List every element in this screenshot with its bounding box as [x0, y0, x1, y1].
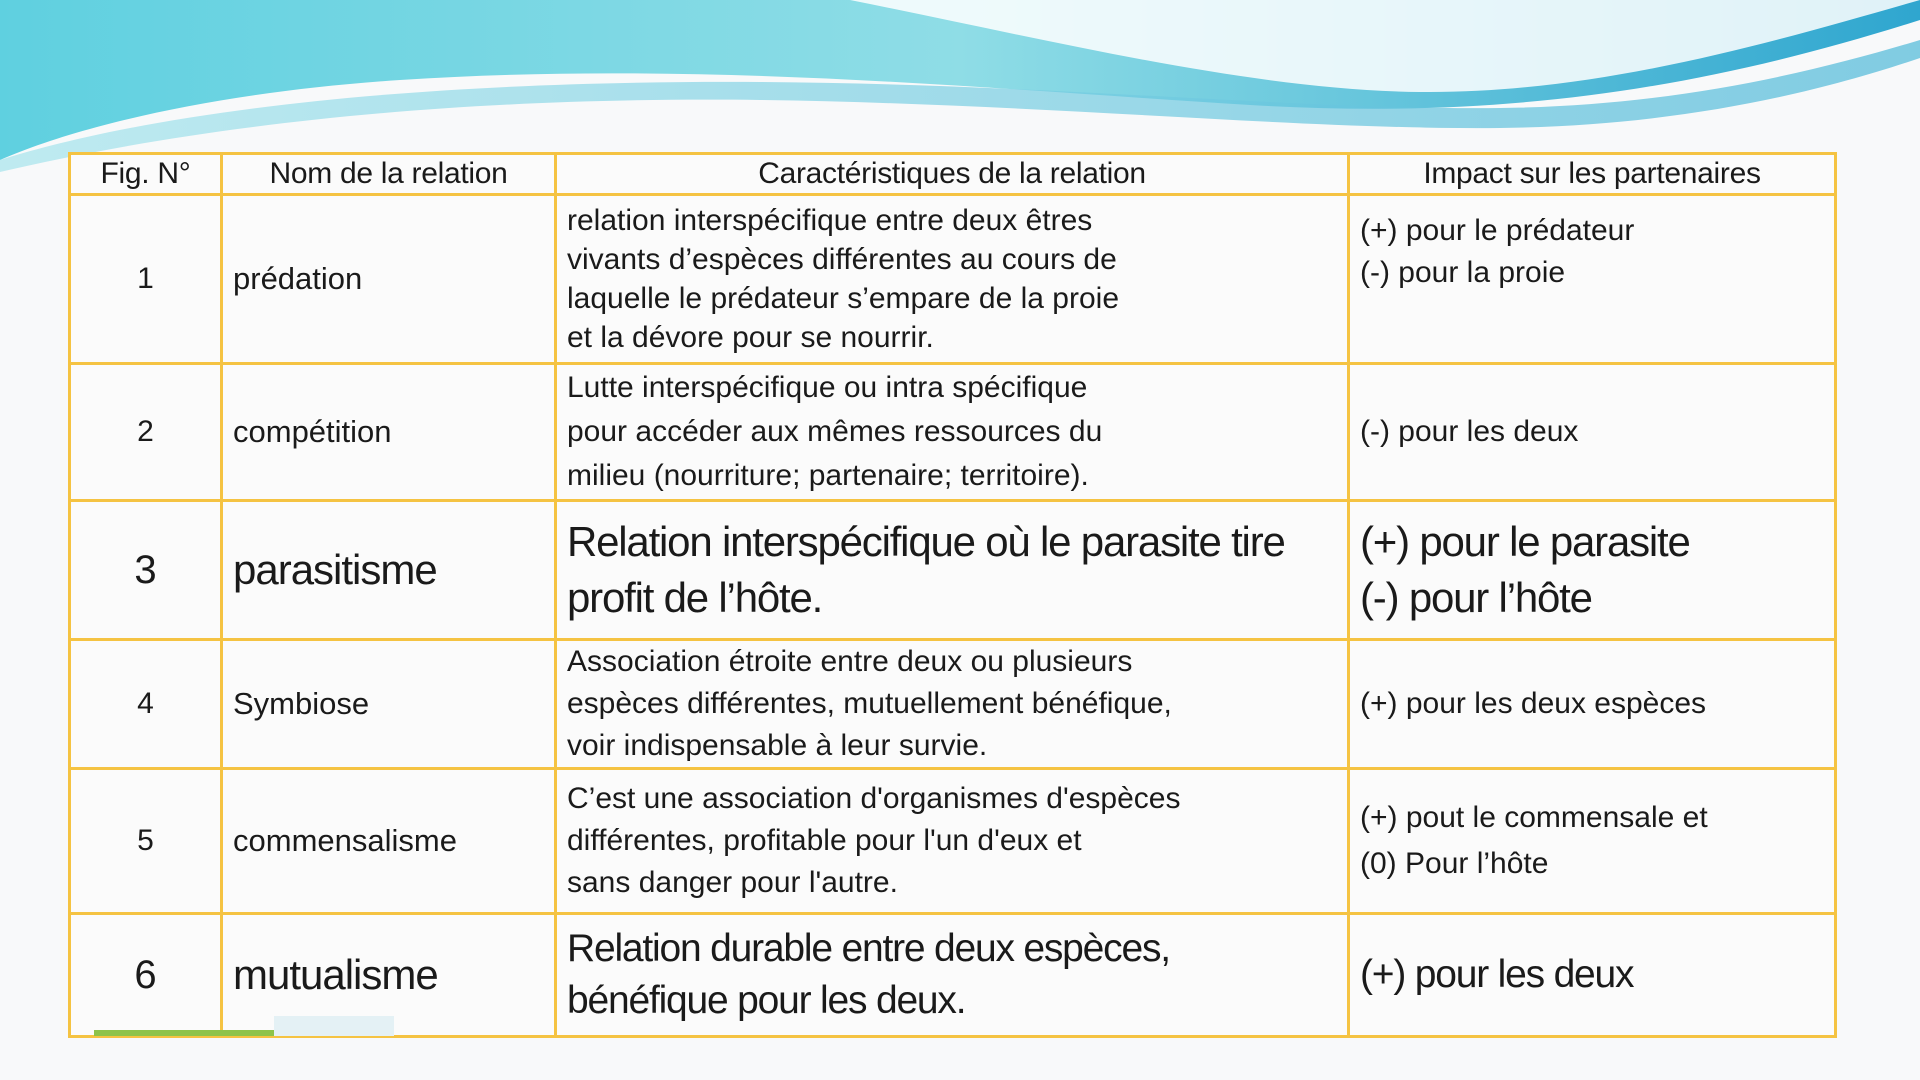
- relation-characteristics: [556, 364, 1349, 501]
- impact-line: (+) pout le commensale et: [1360, 801, 1708, 834]
- relation-characteristics: [556, 769, 1349, 914]
- partner-impact: [1349, 195, 1836, 364]
- relation-characteristics: [556, 501, 1349, 640]
- impact-line: (+) pour le prédateur: [1360, 214, 1635, 247]
- desc-line: bénéfique pour les deux.: [567, 979, 966, 1022]
- table-row: [70, 501, 1836, 640]
- table-row: [70, 769, 1836, 914]
- row-number: 3: [70, 501, 222, 640]
- desc-line: sans danger pour l'autre.: [567, 866, 898, 899]
- impact-line: (0) Pour l’hôte: [1360, 847, 1549, 880]
- row-number: 1: [70, 195, 222, 364]
- desc-line: vivants d’espèces différentes au cours de: [567, 243, 1117, 276]
- desc-line: pour accéder aux mêmes ressources du: [567, 415, 1103, 448]
- desc-line: milieu (nourriture; partenaire; territoire).: [567, 459, 1089, 492]
- partner-impact: [1349, 640, 1836, 769]
- desc-line: laquelle le prédateur s’empare de la proie: [567, 282, 1120, 315]
- header-fig: Fig. N°: [70, 154, 222, 195]
- relation-name: commensalisme: [222, 769, 556, 914]
- impact-line: (-) pour les deux: [1360, 415, 1579, 448]
- impact-line: (+) pour le parasite: [1360, 518, 1690, 565]
- partner-impact: [1349, 501, 1836, 640]
- impact-line: (+) pour les deux: [1360, 953, 1634, 996]
- footer-accent-bar: [94, 1030, 274, 1036]
- table-row: [70, 364, 1836, 501]
- relation-name: Symbiose: [222, 640, 556, 769]
- desc-line: différentes, profitable pour l'un d'eux et: [567, 824, 1082, 857]
- row-number: 6: [70, 914, 222, 1037]
- relation-name: mutualisme: [222, 914, 556, 1037]
- table-row: [70, 195, 1836, 364]
- relation-name: prédation: [222, 195, 556, 364]
- desc-line: C’est une association d'organismes d'espèces: [567, 782, 1181, 815]
- desc-line: espèces différentes, mutuellement bénéfique,: [567, 687, 1172, 720]
- desc-line: Relation durable entre deux espèces,: [567, 927, 1170, 970]
- relations-table: [68, 152, 1837, 1038]
- desc-line: Lutte interspécifique ou intra spécifique: [567, 371, 1088, 404]
- desc-line: voir indispensable à leur survie.: [567, 729, 988, 762]
- impact-line: (-) pour la proie: [1360, 256, 1566, 289]
- desc-line: relation interspécifique entre deux êtres: [567, 204, 1093, 237]
- desc-line: Relation interspécifique où le parasite tire: [567, 518, 1285, 565]
- relation-name: parasitisme: [222, 501, 556, 640]
- row-number: 5: [70, 769, 222, 914]
- impact-line: (-) pour l’hôte: [1360, 574, 1592, 621]
- row-number: 4: [70, 640, 222, 769]
- relation-characteristics: [556, 195, 1349, 364]
- relation-characteristics: [556, 640, 1349, 769]
- header-characteristics: Caractéristiques de la relation: [556, 154, 1349, 195]
- partner-impact: [1349, 769, 1836, 914]
- desc-line: Association étroite entre deux ou plusieurs: [567, 645, 1133, 678]
- table-row: [70, 640, 1836, 769]
- table-header-row: [70, 154, 1836, 195]
- desc-line: profit de l’hôte.: [567, 574, 823, 621]
- row-number: 2: [70, 364, 222, 501]
- relation-name: compétition: [222, 364, 556, 501]
- partner-impact: [1349, 914, 1836, 1037]
- header-impact: Impact sur les partenaires: [1349, 154, 1836, 195]
- relations-table-container: [68, 152, 1834, 1038]
- relation-characteristics: [556, 914, 1349, 1037]
- desc-line: et la dévore pour se nourrir.: [567, 321, 934, 354]
- header-name: Nom de la relation: [222, 154, 556, 195]
- partner-impact: [1349, 364, 1836, 501]
- impact-line: (+) pour les deux espèces: [1360, 687, 1707, 720]
- footer-accent-light: [274, 1016, 394, 1036]
